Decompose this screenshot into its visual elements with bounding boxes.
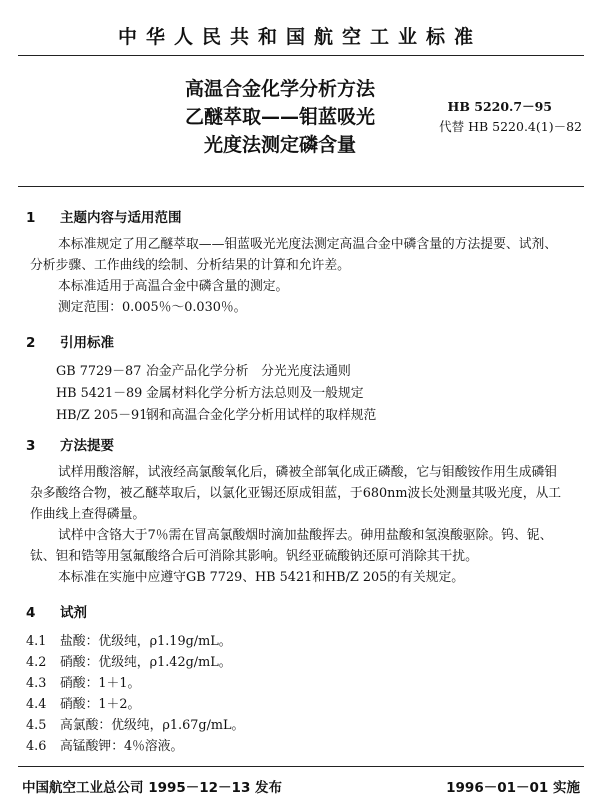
section-2-heading: 2 引用标准 [26, 335, 114, 351]
reagent-item: 4.6 高锰酸钾：4％溶液。 [26, 739, 184, 754]
section-1-paragraph: 测定范围：0.005％～0.030％。 [58, 300, 247, 315]
effective-date: 1996－01－01 实施 [446, 780, 580, 796]
title-rule [18, 186, 584, 187]
section-3-paragraph: 作曲线上查得磷量。 [30, 507, 146, 522]
section-1-paragraph: 分析步骤、工作曲线的绘制、分析结果的计算和允许差。 [30, 258, 350, 273]
reagent-item: 4.2 硝酸：优级纯，ρ1.42g/mL。 [26, 655, 232, 670]
section-3-paragraph: 杂多酸络合物，被乙醚萃取后，以氯化亚锡还原成钼蓝，于680nm波长处测量其吸光度，从工 [30, 486, 562, 501]
footer-rule [18, 766, 584, 767]
reagent-item: 4.4 硝酸：1＋2。 [26, 697, 141, 712]
section-3-heading: 3 方法提要 [26, 438, 114, 454]
reference-item: GB 7729－87 冶金产品化学分析 分光光度法通则 [56, 364, 351, 379]
section-3-paragraph: 试样用酸溶解，试液经高氯酸氧化后，磷被全部氧化成正磷酸，它与钼酸铵作用生成磷钼 [58, 465, 558, 480]
section-3-paragraph: 本标准在实施中应遵守GB 7729、HB 5421和HB/Z 205的有关规定。 [58, 570, 465, 585]
reference-item: HB/Z 205－91钢和高温合金化学分析用试样的取样规范 [56, 408, 377, 423]
reagent-item: 4.5 高氯酸：优级纯，ρ1.67g/mL。 [26, 718, 245, 733]
reagent-item: 4.1 盐酸：优级纯，ρ1.19g/mL。 [26, 634, 232, 649]
section-3-paragraph: 试样中含铬大于7％需在冒高氯酸烟时滴加盐酸挥去。砷用盐酸和氢溴酸驱除。钨、铌、 [58, 528, 553, 543]
reagent-item: 4.3 硝酸：1＋1。 [26, 676, 141, 691]
doc-title-line-3: 光度法测定磷含量 [203, 134, 356, 156]
section-1-paragraph: 本标准适用于高温合金中磷含量的测定。 [58, 279, 289, 294]
section-1-heading: 1 主题内容与适用范围 [26, 210, 182, 226]
doc-title-line-2: 乙醚萃取——钼蓝吸光 [184, 106, 375, 128]
section-1-paragraph: 本标准规定了用乙醚萃取——钼蓝吸光光度法测定高温合金中磷含量的方法提要、试剂、 [58, 237, 558, 252]
standard-number: HB 5220.7－95 [447, 99, 552, 114]
standard-header: 中华人民共和国航空工业标准 [117, 26, 482, 48]
header-rule [18, 55, 584, 56]
section-4-heading: 4 试剂 [26, 605, 87, 621]
reference-item: HB 5421－89 金属材料化学分析方法总则及一般规定 [56, 386, 364, 401]
doc-title-line-1: 高温合金化学分析方法 [184, 78, 375, 100]
issue-date: 中国航空工业总公司 1995－12－13 发布 [22, 780, 283, 796]
section-3-paragraph: 钛、钽和锆等用氢氟酸络合后可消除其影响。钒经亚硫酸钠还原可消除其干扰。 [30, 549, 478, 564]
replaces-standard: 代替 HB 5220.4(1)－82 [439, 119, 582, 134]
